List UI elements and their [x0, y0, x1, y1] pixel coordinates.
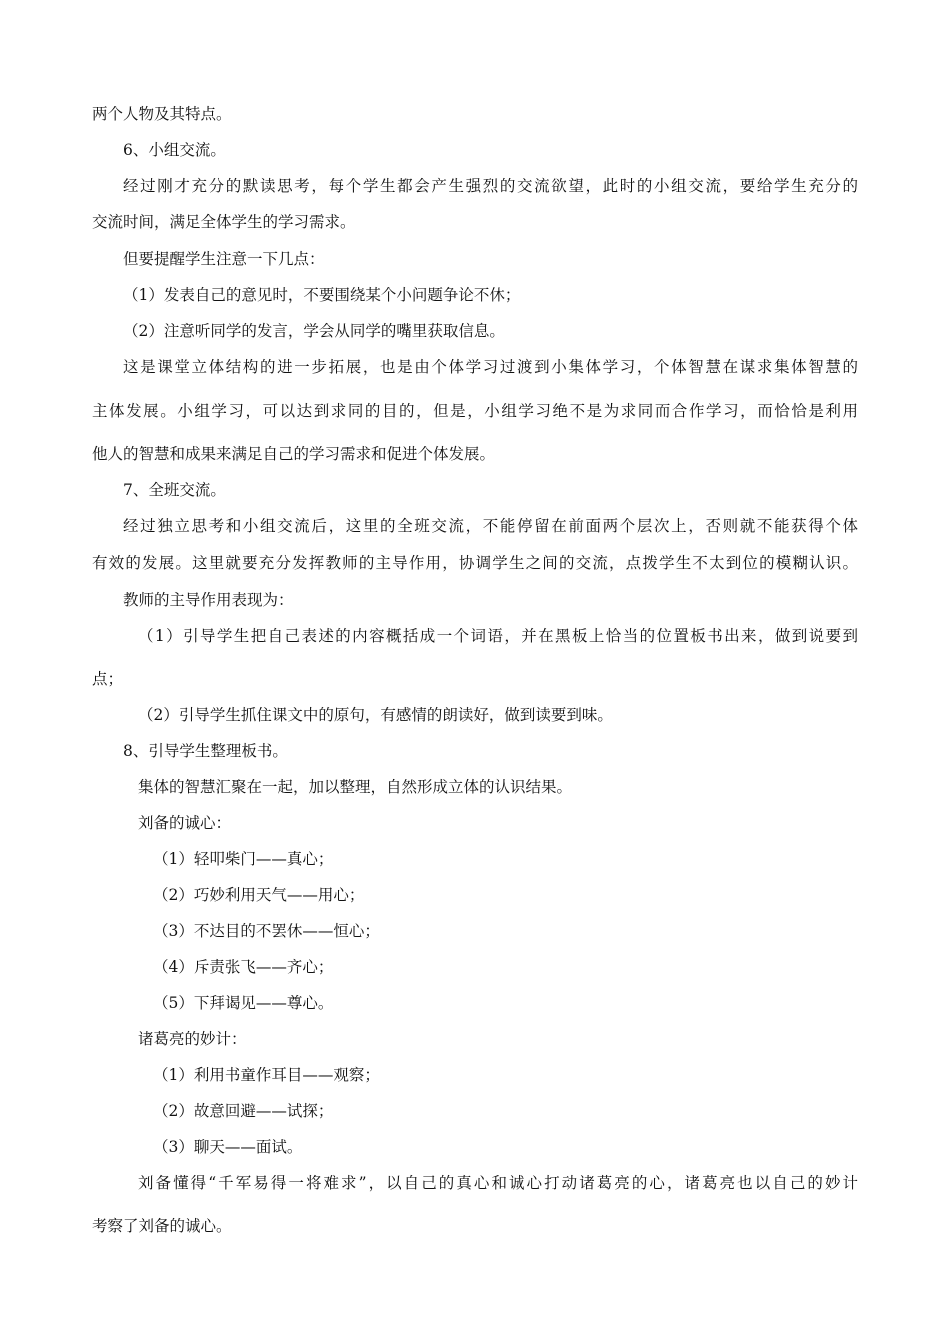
subheading: 诸葛亮的妙计：	[138, 1030, 247, 1048]
list-item: （1）轻叩柴门——真心；	[153, 850, 334, 868]
subheading: 刘备的诚心：	[138, 814, 232, 832]
paragraph-line: 经过独立思考和小组交流后，这里的全班交流，不能停留在前面两个层次上，否则就不能获得个体	[123, 517, 858, 535]
list-item: （2）故意回避——试探；	[153, 1102, 334, 1120]
paragraph-line: 有效的发展。这里就要充分发挥教师的主导作用，协调学生之间的交流，点拨学生不太到位的模糊认识。	[92, 554, 858, 572]
list-item: （1）引导学生把自己表述的内容概括成一个词语，并在黑板上恰当的位置板书出来，做到说要到	[138, 627, 858, 645]
list-item: （2）引导学生抓住课文中的原句，有感情的朗读好，做到读要到味。	[138, 706, 613, 724]
list-item: （5）下拜谒见——尊心。	[153, 994, 334, 1012]
paragraph-line: 交流时间，满足全体学生的学习需求。	[92, 213, 356, 231]
list-item: （1）发表自己的意见时，不要围绕某个小问题争论不休；	[123, 286, 521, 304]
list-item: （2）注意听同学的发言，学会从同学的嘴里获取信息。	[123, 322, 505, 340]
list-item: （1）利用书童作耳目——观察；	[153, 1066, 380, 1084]
paragraph-line: 集体的智慧汇聚在一起，加以整理，自然形成立体的认识结果。	[138, 778, 573, 796]
paragraph-line: 考察了刘备的诚心。	[92, 1217, 232, 1235]
list-item-continuation: 点；	[92, 670, 124, 688]
list-item: （3）不达目的不罢休——恒心；	[153, 922, 380, 940]
paragraph-line: 刘备懂得“千军易得一将难求”，以自己的真心和诚心打动诸葛亮的心，诸葛亮也以自己的妙计	[138, 1174, 858, 1192]
paragraph-line: 教师的主导作用表现为：	[123, 591, 294, 609]
list-item: （3）聊天——面试。	[153, 1138, 303, 1156]
list-item: （4）斥责张飞——齐心；	[153, 958, 334, 976]
section-heading: 7、全班交流。	[123, 481, 226, 499]
paragraph-line: 经过刚才充分的默读思考，每个学生都会产生强烈的交流欲望，此时的小组交流，要给学生充分的	[123, 177, 858, 195]
paragraph-line: 他人的智慧和成果来满足自己的学习需求和促进个体发展。	[92, 445, 496, 463]
section-heading: 6、小组交流。	[123, 141, 226, 159]
list-item: （2）巧妙利用天气——用心；	[153, 886, 365, 904]
paragraph-line: 两个人物及其特点。	[92, 105, 232, 123]
paragraph-line: 主体发展。小组学习，可以达到求同的目的，但是，小组学习绝不是为求同而合作学习，而恰恰是利用	[92, 402, 858, 420]
section-heading: 8、引导学生整理板书。	[123, 742, 288, 760]
paragraph-line: 但要提醒学生注意一下几点：	[123, 250, 325, 268]
paragraph-line: 这是课堂立体结构的进一步拓展，也是由个体学习过渡到小集体学习，个体智慧在谋求集体智慧的	[123, 358, 858, 376]
